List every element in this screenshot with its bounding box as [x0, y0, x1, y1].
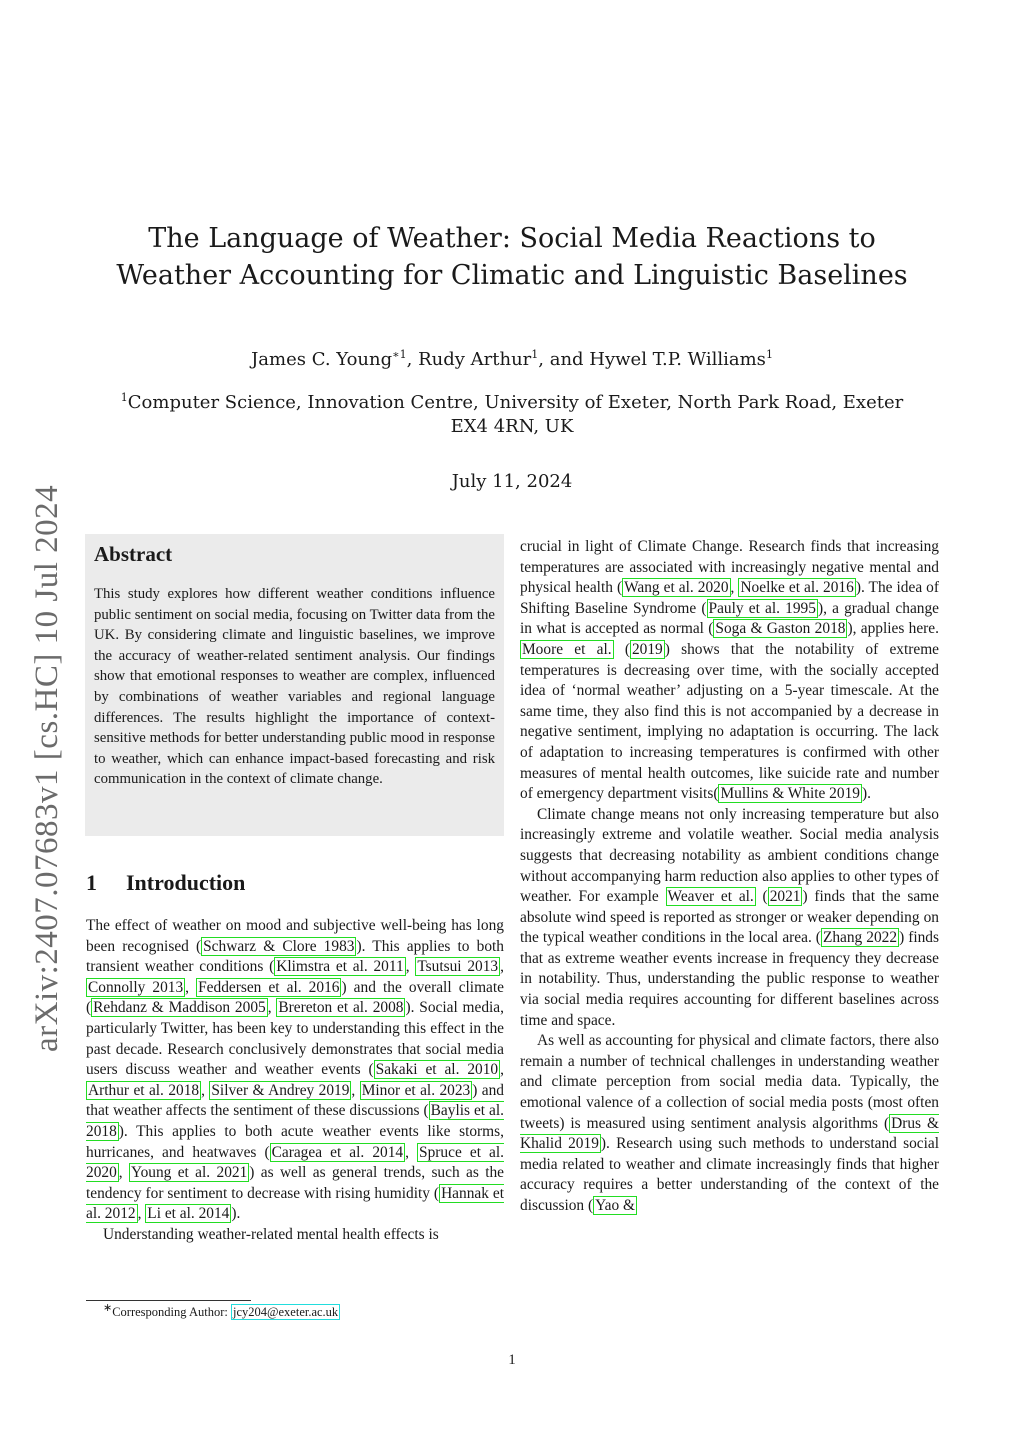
text-run: ). Social media, particularly Twitter, has been key to understanding this effect in the past decade. Research conclusively demonstrates that social media users discuss weather and weather events (: [86, 999, 504, 1079]
text-run: ) and the overall climate (: [86, 978, 504, 1017]
text-run: The effect of weather on mood and subjective well-being has long been recognised (: [86, 917, 504, 955]
text-run: ,: [405, 958, 416, 976]
text-run: ,: [118, 1164, 129, 1182]
text-run: ). Research using such methods to understand social media related to weather and climate increasingly finds that higher accuracy requires a better understanding of the context of the discussion (: [520, 1135, 939, 1214]
affiliation: [100, 391, 924, 439]
citation-link[interactable]: Arthur et al. 2018: [88, 1081, 200, 1099]
text-run: ,: [201, 1081, 210, 1099]
citation-link[interactable]: Tsutsui 2013: [417, 958, 499, 976]
publication-date: July 11, 2024: [451, 471, 573, 492]
citation-link[interactable]: Feddersen et al. 2016: [198, 978, 340, 996]
citation-link[interactable]: Caragea et al. 2014: [271, 1143, 404, 1161]
paragraph: [86, 916, 504, 1225]
paragraph: [520, 537, 939, 805]
citation-link[interactable]: Connolly 2013: [88, 978, 184, 996]
text-run: ). The idea of Shifting Baseline Syndrome (: [520, 579, 939, 617]
section-title: Introduction: [126, 870, 246, 895]
citation-link[interactable]: Baylis et al. 2018: [86, 1102, 504, 1140]
text-run: ,: [730, 579, 739, 597]
citation-link[interactable]: 2019: [631, 640, 663, 658]
author-name: Hywel T.P. Williams: [589, 349, 766, 370]
text-run: As well as accounting for physical and climate factors, there also remain a number of technical challenges in understanding weather and climate perception from social media data. Typically, the emotional valence of a collection of social media posts (most often tweets) is measured using sentiment analysis algorithms (: [520, 1032, 939, 1132]
citation-link[interactable]: Wang et al. 2020: [624, 579, 729, 597]
abstract-heading: Abstract: [94, 542, 173, 566]
right-column: [520, 537, 939, 1217]
text-run: ,: [351, 1081, 360, 1099]
author-name: James C. Young: [251, 349, 393, 370]
text-run: ) as well as general trends, such as the tendency for sentiment to decrease with rising humidity (: [86, 1164, 504, 1202]
footnote: [103, 1303, 340, 1321]
text-run: ), applies here.: [847, 620, 939, 638]
text-run: Climate change means not only increasing temperature but also increasingly extreme and volatile weather. Social media analysis suggests that decreasing notability as ambient conditions change without accompanying harm reduction also applies to other types of weather. For example: [520, 805, 939, 906]
text-run: ), a gradual change in what is accepted as normal (: [520, 599, 940, 638]
citation-link[interactable]: Hannak et al. 2012: [86, 1184, 504, 1223]
text-run: ) finds that as extreme weather events increase in frequency they decrease in notability. Thus, understanding the public response to weather via social media requires accounting for different baselines across time and space.: [520, 929, 939, 1029]
text-run: (: [613, 640, 630, 658]
citation-link[interactable]: Yao &: [595, 1197, 636, 1214]
paper-title: The Language of Weather: Social Media Reactions to Weather Accounting for Climatic and Linguistic Baselines: [116, 223, 908, 291]
footnote-rule: [86, 1300, 251, 1301]
text-run: ,: [405, 1143, 418, 1161]
text-run: ,: [500, 958, 504, 976]
text-run: ,: [185, 978, 197, 996]
citation-link[interactable]: Sakaki et al. 2010: [375, 1061, 499, 1079]
citation-link[interactable]: Schwarz & Clore 1983: [203, 937, 355, 955]
author-mark: 1: [531, 348, 539, 361]
citation-link[interactable]: Li et al. 2014: [147, 1205, 230, 1223]
citation-link[interactable]: Moore et al.: [522, 640, 612, 658]
affiliation-mark: 1: [120, 391, 128, 404]
citation-link[interactable]: Brereton et al. 2008: [278, 999, 404, 1017]
paragraph: [520, 1031, 939, 1216]
citation-link[interactable]: Noelke et al. 2016: [740, 579, 854, 597]
author-mark: ∗1: [392, 348, 407, 361]
section-number: 1: [86, 870, 97, 895]
citation-link[interactable]: Spruce et al. 2020: [86, 1143, 505, 1182]
abstract-box: [85, 534, 504, 836]
text-run: ) shows that the notability of extreme temperatures is decreasing over time, with the socially accepted idea of ‘normal weather’ adjusting on a 5-year timescale. At the same time, they also find this is not accompanied by a decrease in negative sentiment, implying no adaptation is occurring. The lack of adaptation to increasing temperatures is confirmed with other measures of mental health outcomes, like suicide rate and number of emergency department visits(: [520, 640, 940, 803]
author-list: James C. Young$^{∗1}$, Rudy Arthur$^1$, and Hywel T.P. Williams$^1$: [251, 348, 773, 370]
text-run: ).: [231, 1205, 241, 1223]
author-mark: 1: [765, 348, 773, 361]
text-run: crucial in light of Climate Change. Research finds that increasing temperatures are associated with increasingly negative mental and physical health (: [520, 538, 939, 597]
citation-link[interactable]: Silver & Andrey 2019: [211, 1081, 350, 1099]
citation-link[interactable]: Rehdanz & Maddison 2005: [93, 999, 266, 1017]
citation-link[interactable]: Klimstra et al. 2011: [276, 958, 404, 976]
author-name: Rudy Arthur: [418, 349, 532, 370]
citation-link[interactable]: Soga & Gaston 2018: [715, 620, 846, 638]
arxiv-identifier: arXiv:2407.07683v1 [cs.HC] 10 Jul 2024: [29, 484, 65, 1052]
affiliation-text: Computer Science, Innovation Centre, University of Exeter, North Park Road, Exeter EX4 4RN, UK: [127, 392, 904, 437]
paragraph: [520, 805, 939, 1032]
footnote-mark: ∗: [103, 1301, 113, 1314]
text-run: ,: [500, 1061, 504, 1079]
text-run: ). This applies to both transient weather conditions (: [86, 937, 504, 976]
text-run: (: [755, 888, 768, 906]
text-run: ,: [267, 999, 277, 1017]
citation-link[interactable]: Zhang 2022: [822, 929, 898, 947]
citation-link[interactable]: Drus & Khalid 2019: [520, 1114, 939, 1153]
text-run: ).: [861, 785, 871, 803]
text-run: ,: [137, 1205, 146, 1223]
citation-link[interactable]: Young et al. 2021: [131, 1164, 248, 1182]
citation-link[interactable]: Weaver et al.: [667, 888, 754, 906]
citation-link[interactable]: Pauly et al. 1995: [708, 599, 816, 617]
citation-link[interactable]: Minor et al. 2023: [361, 1081, 471, 1099]
footnote-label: Corresponding Author:: [112, 1305, 231, 1319]
abstract-text: This study explores how different weather conditions influence public sentiment on social media, focusing on Twitter data from the UK. By considering climate and linguistic baselines, we improve the accuracy of weather-related sentiment analysis. Our findings show that emotional responses to weather are complex, influenced by combinations of weather variables and regional language differences. The results highlight the importance of context-sensitive methods for better understanding public mood in response to weather, which can enhance impact-based forecasting and risk communication in the context of climate change.: [94, 586, 495, 788]
page-number: 1: [508, 1352, 516, 1368]
citation-link[interactable]: 2021: [769, 888, 801, 906]
section-heading: [86, 870, 245, 896]
left-column: [86, 916, 504, 1246]
citation-link[interactable]: Mullins & White 2019: [720, 785, 860, 803]
text-run: ) finds that the same absolute wind speed is reported as stronger or weaker depending on the typical weather conditions in the local area. (: [520, 888, 939, 947]
paragraph: Understanding weather-related mental health effects is: [103, 1225, 439, 1243]
text-run: ) and that weather affects the sentiment of these discussions (: [86, 1081, 504, 1120]
text-run: ). This applies to both acute weather events like storms, hurricanes, and heatwaves (: [86, 1122, 504, 1161]
email-link[interactable]: jcy204@exeter.ac.uk: [232, 1305, 339, 1319]
